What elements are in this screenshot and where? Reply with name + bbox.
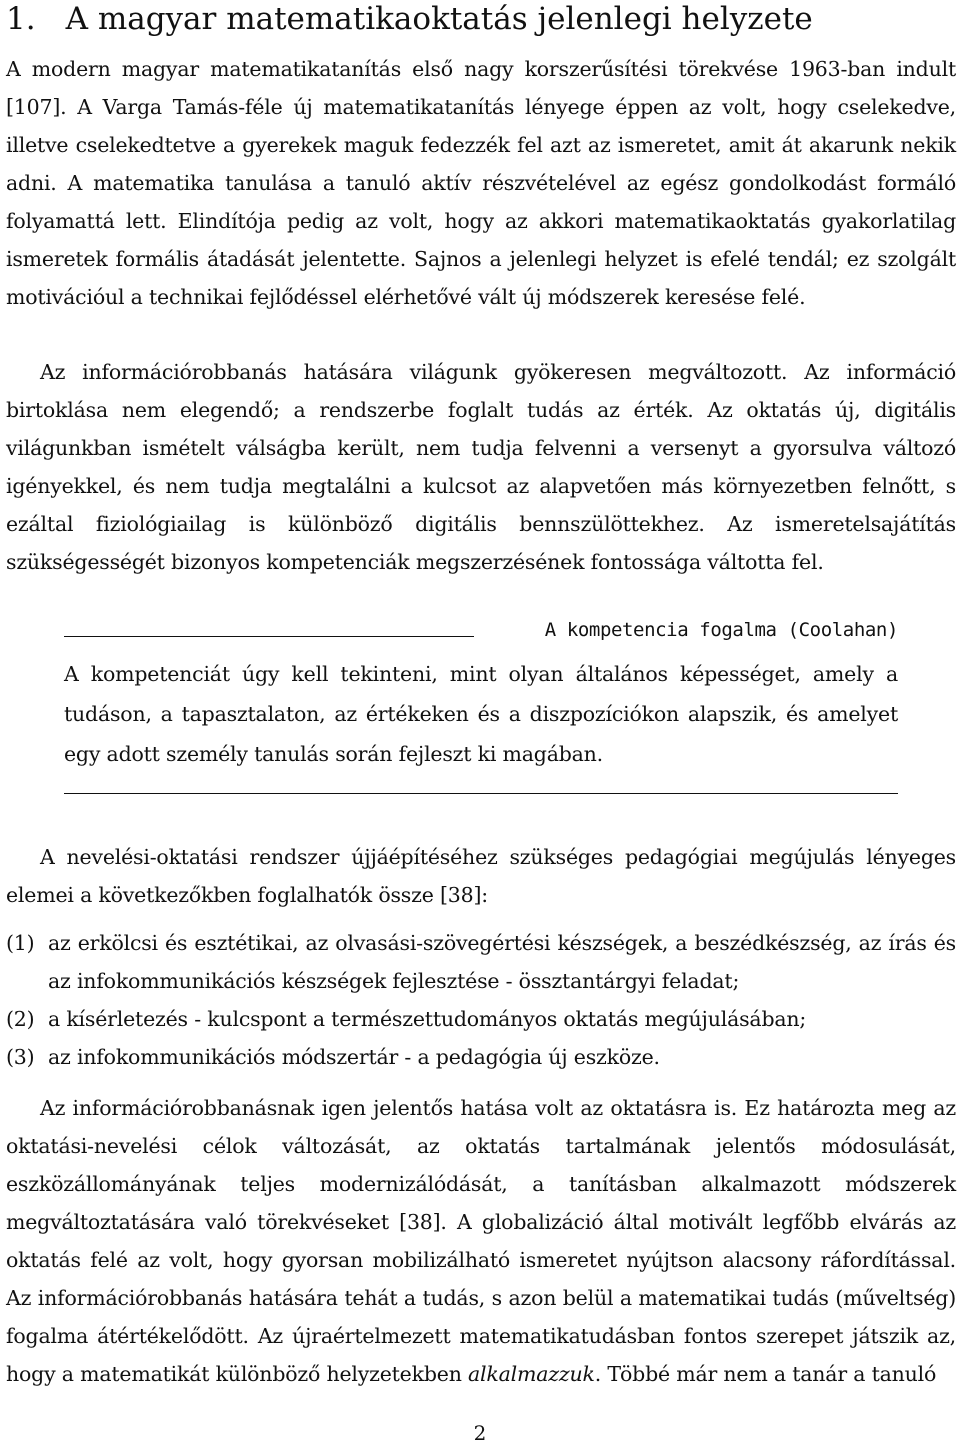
paragraph-intro <box>6 50 956 316</box>
list-item-text: az infokommunikációs módszertár - a pedagógia új eszköze. <box>48 1045 660 1069</box>
page-number: 2 <box>473 1421 487 1445</box>
definition-box <box>64 612 898 802</box>
list-item <box>6 1000 956 1038</box>
paragraph-renewal-elements: A nevelési-oktatási rendszer újjáépítéséhez szükséges pedagógiai megújulás lényeges elemei a következőkben foglalhatók össze [38]: <box>6 845 956 907</box>
definition-bottom-rule <box>64 793 898 794</box>
definition-title: A kompetencia fogalma (Coolahan) <box>544 619 898 641</box>
definition-top-rule <box>64 636 474 637</box>
section-number: 1. <box>6 1 36 37</box>
list-item-text: a kísérletezés - kulcspont a természettudományos oktatás megújulásában; <box>48 1007 807 1031</box>
paragraph-impact-part-1: Az információrobbanásnak igen jelentős hatása volt az oktatásra is. Ez határozta meg az oktatási-nevelési célok változását, az oktatás tartalmának jelentős módosulását, eszközállományának teljes modernizálódását, a tanításban alkalmazott módszerek megváltoztatására való törekvéseket [38]. A globalizáció által motivált legfőbb elvárás az oktatás felé az volt, hogy gyorsan mobilizálható ismeretet nyújtson alacsony ráfordítással. Az információrobbanás hatására tehát a tudás, s azon belül a matematikai tudás (műveltség) fogalma átértékelődött. Az újraértelmezett matematikatudásban fontos szerepet játszik az, hogy a matematikát különböző helyzetekben <box>6 1096 956 1386</box>
list-item <box>6 924 956 1000</box>
list-item-marker: (3) <box>6 1045 35 1069</box>
paragraph-impact-part-2: . Többé már nem a tanár a tanuló <box>594 1362 937 1386</box>
paragraph-impact-on-education <box>6 1089 956 1393</box>
paragraph-impact-emphasis: alkalmazzuk <box>468 1362 595 1386</box>
paragraph-intro-part-2: Elindítója pedig az volt, hogy az akkori matematikaoktatás gyakorlatilag ismeretek formális átadását jelentette. Sajnos a jelenlegi helyzet is efelé tendál; ez szolgált motivációul a technikai fejlődéssel elérhetővé vált új módszerek keresése felé. <box>6 209 956 309</box>
section-heading <box>6 0 956 38</box>
paragraph-intro-part-1: A modern magyar matematikatanítás első nagy korszerűsítési törekvése 1963-ban indult [107]. A Varga Tamás-féle új matematikatanítás lényege éppen az volt, hogy cselekedve, illetve cselekedtetve a gyerekek maguk fedezzék fel azt az ismeretet, amit át akarunk nekik adni. A matematika tanulása a tanuló aktív részvételével az egész gondolkodást formáló folyamattá lett. <box>6 57 956 233</box>
list-item <box>6 1038 956 1076</box>
paragraph-information-explosion: Az információrobbanás hatására világunk gyökeresen megváltozott. Az információ birtoklása nem elegendő; a rendszerbe foglalt tudás az érték. Az oktatás új, digitális világunkban ismételt válságba került, nem tudja felvenni a versenyt a gyorsulva változó igényekkel, és nem tudja megtalálni a kulcsot az alapvetően más környezetben felnőtt, s ezáltal fiziológiailag is különböző digitális bennszülöttekhez. Az ismeretelsajátítás szükségességét bizonyos kompetenciák megszerzésének fontossága váltotta fel. <box>6 360 956 574</box>
definition-text: A kompetenciát úgy kell tekinteni, mint olyan általános képességet, amely a tudáson, a tapasztalaton, az értékeken és a diszpozíciókon alapszik, és amelyet egy adott személy tanulás során fejleszt ki magában. <box>64 662 898 766</box>
list-item-marker: (2) <box>6 1007 35 1031</box>
definition-title-row <box>64 612 898 648</box>
section-title: A magyar matematikaoktatás jelenlegi helyzete <box>65 1 813 37</box>
list-item-text: az erkölcsi és esztétikai, az olvasási-szövegértési készségek, a beszédkészség, az írás és az infokommunikációs készségek fejlesztése - össztantárgyi feladat; <box>48 931 956 993</box>
renewal-elements-list <box>6 924 956 1076</box>
list-item-marker: (1) <box>6 931 35 955</box>
